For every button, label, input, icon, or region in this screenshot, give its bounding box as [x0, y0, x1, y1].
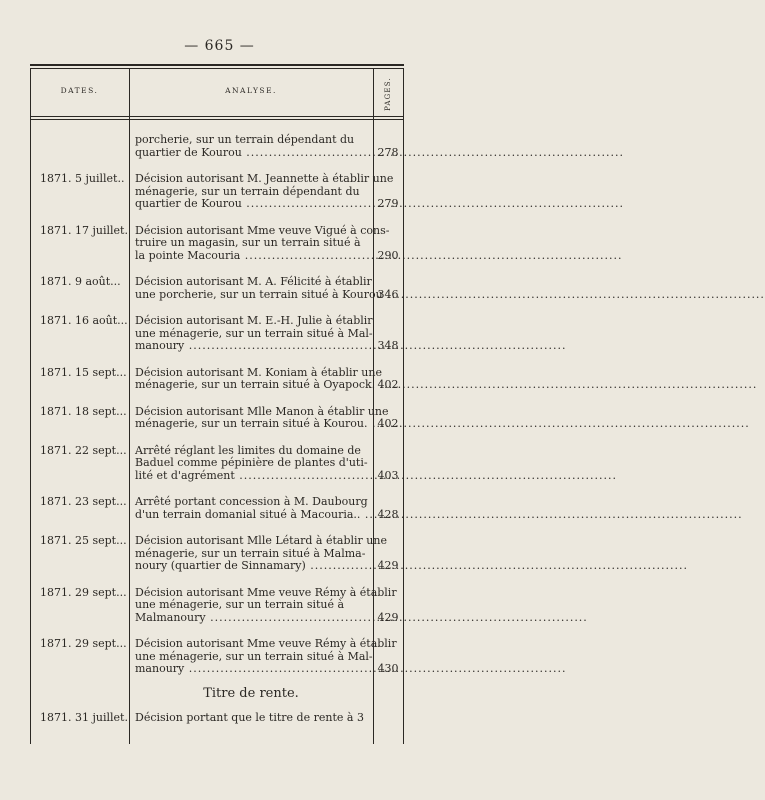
entry-page: 279	[377, 197, 399, 210]
entry-date: 1871. 18 sept...	[40, 404, 127, 418]
entry-text	[129, 445, 373, 483]
entry-date	[30, 134, 129, 159]
page-number: — 665 —	[184, 38, 255, 54]
entry-line: d'un terrain domanial situé à Macouria.. .....	[135, 509, 369, 522]
row-gap	[30, 159, 404, 173]
header-rule	[30, 116, 404, 117]
entry-page: 402	[377, 378, 399, 391]
table-row	[30, 535, 404, 573]
entry-line: ménagerie, sur un terrain situé à Malma-	[135, 546, 366, 560]
entry-page: 430	[377, 662, 399, 675]
entry-line: porcherie, sur un terrain dépendant du	[135, 133, 355, 146]
entry-text	[129, 712, 373, 725]
entry-date: 1871. 29 sept...	[40, 637, 127, 650]
entry-page: 346	[377, 287, 399, 301]
table-row	[30, 225, 404, 263]
header-analyse: ANALYSE.	[225, 86, 277, 95]
entry-date: 1871. 31 juillet.	[40, 711, 128, 724]
row-gap	[30, 482, 404, 496]
row-gap	[30, 353, 404, 367]
table-row	[30, 315, 404, 353]
row-gap	[30, 211, 404, 225]
entry-date: 1871. 9 août...	[40, 275, 121, 288]
table-row	[30, 276, 404, 301]
entry-page	[373, 712, 403, 725]
entry-line: Décision autorisant Mlle Manon à établir une	[135, 404, 389, 418]
table-row	[30, 406, 404, 431]
last-entry	[30, 712, 404, 725]
entry-text	[129, 275, 383, 301]
table-row	[30, 496, 404, 521]
entry-date: 1871. 16 août...	[40, 314, 128, 327]
table-row	[30, 638, 404, 676]
header-rule-thin	[30, 119, 404, 120]
entry-line: manoury .....	[135, 340, 369, 353]
entry-line: manoury .....	[135, 663, 369, 676]
index-table	[30, 64, 404, 744]
entry-page: 402	[377, 417, 399, 430]
entry-date: 1871. 15 sept...	[40, 365, 127, 379]
entries-list	[30, 134, 404, 676]
entry-line: Malmanoury .....	[135, 612, 369, 625]
entry-line: Décision autorisant M. Koniam à établir une	[135, 365, 382, 379]
entry-line: Décision autorisant M. E.-H. Julie à établir	[135, 314, 373, 327]
entry-line: Baduel comme pépinière de plantes d'uti-	[135, 456, 368, 469]
entry-line: une ménagerie, sur un terrain situé à Mal-	[135, 649, 373, 663]
entry-line: ménagerie, sur un terrain situé à Kourou. .....	[135, 418, 369, 431]
entry-date: 1871. 29 sept...	[40, 585, 127, 599]
entry-date: 1871. 25 sept...	[40, 534, 127, 547]
entry-text	[129, 534, 387, 573]
entry-line: la pointe Macouria .....	[135, 250, 369, 263]
top-rule-thin	[30, 68, 404, 69]
entry-line: Décision portant que le titre de rente à 3	[135, 711, 364, 724]
entry-line: une porcherie, sur un terrain situé à Kourou .....	[135, 289, 369, 302]
row-gap	[30, 521, 404, 535]
entry-page: 348	[377, 339, 399, 352]
header-pages: PAGES.	[384, 77, 393, 111]
entry-line: Décision autorisant Mme veuve Rémy à établir	[135, 637, 397, 650]
row-gap	[30, 262, 404, 276]
entry-line: quartier de Kourou .....	[135, 198, 369, 211]
entry-line: une ménagerie, sur un terrain situé à Mal-	[135, 326, 373, 340]
table-row	[30, 173, 404, 211]
entry-page: 278	[377, 145, 399, 159]
entry-line: truire un magasin, sur un terrain situé à	[135, 236, 361, 249]
table-row	[30, 445, 404, 483]
entry-text	[129, 134, 373, 159]
row-gap	[30, 624, 404, 638]
table-row	[30, 367, 404, 392]
entry-date: 1871. 23 sept...	[40, 495, 127, 508]
entry-line: Décision autorisant M. Jeannette à établir une	[135, 172, 394, 185]
entry-page: 403	[377, 468, 399, 482]
entry-line: Arrêté réglant les limites du domaine de	[135, 443, 361, 457]
entry-line: une ménagerie, sur un terrain situé à	[135, 598, 345, 611]
entry-date: 1871. 22 sept...	[40, 443, 127, 457]
entry-date: 1871. 5 juillet..	[40, 172, 125, 185]
entry-page: 429	[377, 610, 399, 624]
entry-line: Décision autorisant Mme veuve Rémy à établir	[135, 585, 397, 599]
top-rule	[30, 64, 404, 66]
entry-line: Arrêté portant concession à M. Daubourg	[135, 495, 368, 508]
entry-date: 1871. 17 juillet.	[40, 223, 128, 237]
table-row	[30, 134, 404, 159]
row-gap	[30, 431, 404, 445]
row-gap	[30, 392, 404, 406]
entry-line: lité et d'agrément .....	[135, 470, 369, 483]
entry-line: noury (quartier de Sinnamary) .....	[135, 560, 369, 573]
entry-page: 429	[377, 559, 399, 572]
entry-text	[129, 496, 373, 521]
table-row	[30, 587, 404, 625]
header-dates: DATES.	[60, 86, 99, 95]
header-pages-cell	[373, 72, 403, 116]
row-gap	[30, 573, 404, 587]
row-gap	[30, 301, 404, 315]
entry-line: Décision autorisant Mme veuve Vigué à cons-	[135, 223, 390, 237]
entry-line: ménagerie, sur un terrain dépendant du	[135, 184, 360, 198]
entry-line: Décision autorisant M. A. Félicité à établir	[135, 275, 372, 288]
entry-line: quartier de Kourou .....	[135, 147, 369, 160]
entry-page: 290	[377, 248, 399, 262]
entry-page: 428	[377, 507, 399, 521]
entry-text	[129, 315, 373, 353]
entry-text	[129, 365, 382, 392]
section-title: Titre de rente.	[203, 686, 299, 701]
entry-line: Décision autorisant Mlle Létard à établir une	[135, 534, 387, 547]
entry-line: ménagerie, sur un terrain situé à Oyapock. .....	[135, 379, 369, 392]
